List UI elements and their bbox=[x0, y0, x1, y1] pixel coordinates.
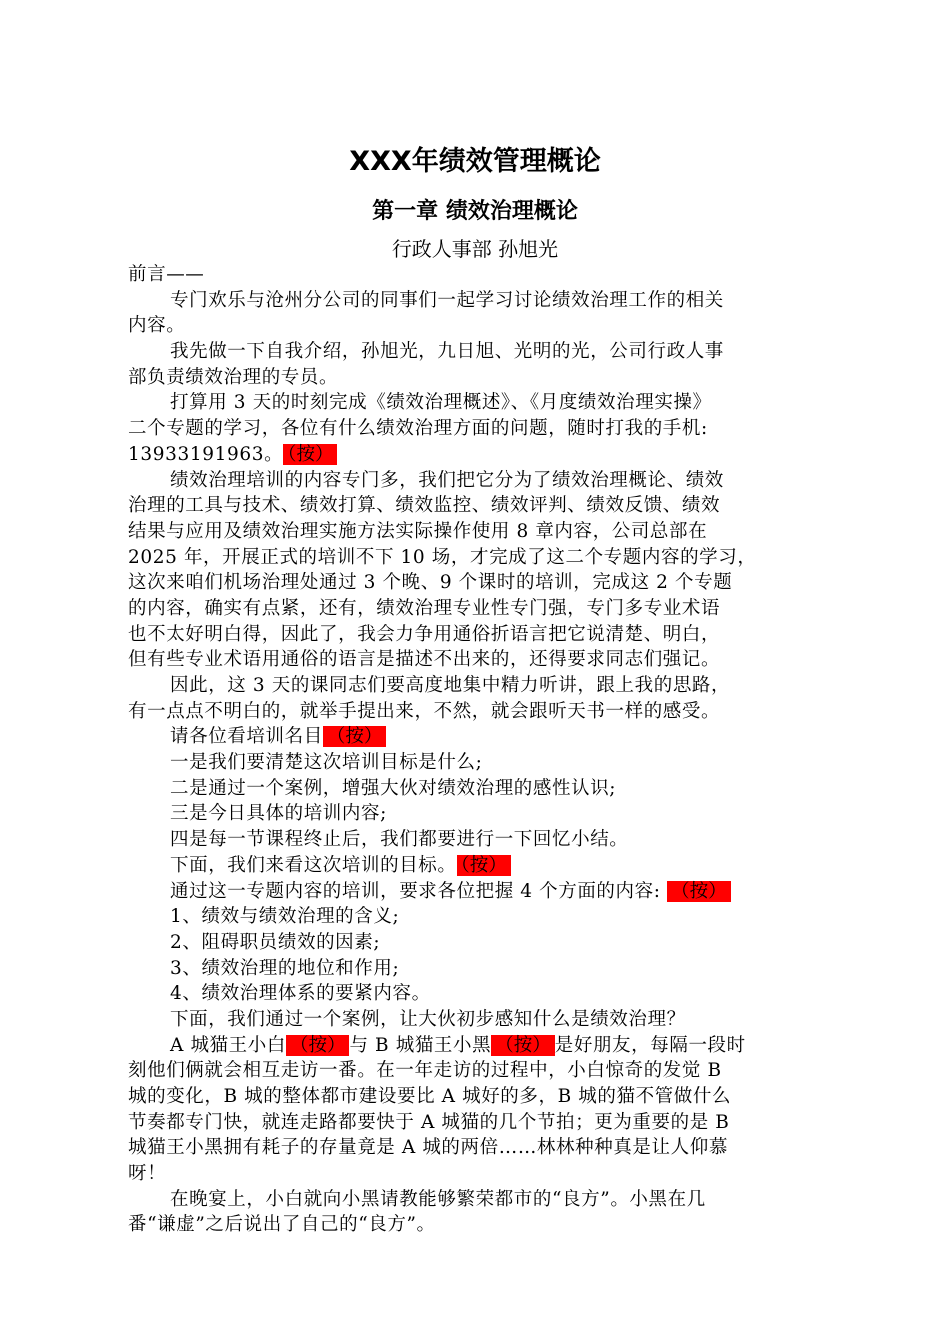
paragraph-line: 呀！ bbox=[128, 1163, 167, 1185]
line-text: A 城猫王小白 bbox=[170, 1034, 286, 1056]
paragraph-line: 番“谦虚”之后说出了自己的“良方”。 bbox=[128, 1214, 436, 1236]
paragraph-line: 节奏都专门快，就连走路都要快于 A 城猫的几个节拍；更为重要的是 B bbox=[128, 1111, 730, 1133]
paragraph-line bbox=[128, 1033, 828, 1059]
paragraph-line: 也不太好明白得，因此了，我会力争用通俗折语言把它说清楚、明白， bbox=[128, 623, 721, 645]
paragraph-line: 我先做一下自我介绍，孙旭光，九日旭、光明的光，公司行政人事 bbox=[170, 341, 724, 363]
press-marker: （按） bbox=[457, 855, 511, 876]
phone-number-text: 13933191963。 bbox=[128, 443, 284, 465]
line-text: 下面，我们来看这次培训的目标。 bbox=[170, 854, 457, 876]
preface-label: 前言—— bbox=[128, 264, 205, 285]
paragraph-line: 但有些专业术语用通俗的语言是描述不出来的，还得要求同志们强记。 bbox=[128, 649, 721, 671]
line-text: 与 B 城猫王小黑 bbox=[349, 1034, 492, 1056]
line-text: 是好朋友，每隔一段时 bbox=[554, 1034, 746, 1056]
paragraph-line bbox=[128, 442, 828, 468]
paragraph-line bbox=[128, 879, 828, 905]
paragraph-line: 部负责绩效治理的专员。 bbox=[128, 366, 339, 388]
paragraph-line: 二个专题的学习，各位有什么绩效治理方面的问题，随时打我的手机: bbox=[128, 418, 708, 440]
paragraph-line: 有一点点不明白的，就举手提出来，不然，就会跟听天书一样的感受。 bbox=[128, 700, 721, 722]
paragraph-line: 绩效治理培训的内容专门多，我们把它分为了绩效治理概论、绩效 bbox=[170, 469, 724, 491]
list-item: 2、阻碍职员绩效的因素; bbox=[170, 931, 381, 953]
paragraph-line: 2025 年，开展正式的培训不下 10 场，才完成了这二个专题内容的学习， bbox=[128, 546, 757, 568]
author-line: 行政人事部 孙旭光 bbox=[391, 237, 559, 261]
line-text: 请各位看培训名目 bbox=[170, 726, 323, 748]
press-marker: （按） bbox=[283, 444, 337, 465]
paragraph-line: 结果与应用及绩效治理实施方法实际操作使用 8 章内容，公司总部在 bbox=[128, 520, 708, 542]
chapter-heading: 第一章 绩效治理概论 bbox=[372, 199, 578, 224]
paragraph-line: 下面，我们通过一个案例，让大伙初步感知什么是绩效治理？ bbox=[170, 1008, 686, 1030]
list-item: 四是每一节课程终止后，我们都要进行一下回忆小结。 bbox=[170, 829, 629, 851]
press-marker: （按） bbox=[286, 1035, 350, 1056]
list-item: 3、绩效治理的地位和作用; bbox=[170, 957, 400, 979]
list-item: 一是我们要清楚这次培训目标是什么; bbox=[170, 752, 483, 774]
list-item: 1、绩效与绩效治理的含义; bbox=[170, 906, 400, 928]
paragraph-line: 打算用 3 天的时刻完成《绩效治理概述》、《月度绩效治理实操》 bbox=[170, 392, 712, 414]
paragraph-line: 这次来咱们机场治理处通过 3 个晚、9 个课时的培训，完成这 2 个专题 bbox=[128, 572, 733, 594]
list-item: 二是通过一个案例，增强大伙对绩效治理的感性认识; bbox=[170, 777, 617, 799]
paragraph-line bbox=[128, 724, 828, 750]
paragraph-line: 在晚宴上，小白就向小黑请教能够繁荣都市的“良方”。小黑在几 bbox=[170, 1188, 706, 1210]
paragraph-line: 治理的工具与技术、绩效打算、绩效监控、绩效评判、绩效反馈、绩效 bbox=[128, 495, 721, 517]
paragraph-line: 因此，这 3 天的课同志们要高度地集中精力听讲，跟上我的思路， bbox=[170, 675, 731, 696]
press-marker: （按） bbox=[491, 1035, 555, 1056]
paragraph-line: 的内容，确实有点紧，还有，绩效治理专业性专门强，专门多专业术语 bbox=[128, 597, 721, 619]
paragraph-line: 城的变化，B 城的整体都市建设要比 A 城好的多，B 城的猫不管做什么 bbox=[128, 1086, 732, 1107]
list-item: 三是今日具体的培训内容; bbox=[170, 803, 387, 825]
press-marker: （按） bbox=[667, 881, 731, 902]
press-marker: （按） bbox=[323, 726, 387, 747]
paragraph-line: 内容。 bbox=[128, 315, 186, 337]
paragraph-line bbox=[128, 853, 828, 879]
paragraph-line: 城猫王小黑拥有耗子的存量竟是 A 城的两倍……林林种种真是让人仰慕 bbox=[128, 1137, 728, 1159]
paragraph-line: 刻他们俩就会相互走访一番。在一年走访的过程中，小白惊奇的发觉 B bbox=[128, 1060, 722, 1082]
list-item: 4、绩效治理体系的要紧内容。 bbox=[170, 983, 431, 1005]
line-text: 通过这一专题内容的培训，要求各位把握 4 个方面的内容: bbox=[170, 880, 661, 902]
document-title: XXX年绩效管理概论 bbox=[349, 146, 601, 177]
document-body bbox=[128, 262, 828, 1238]
paragraph-line: 专门欢乐与沧州分公司的同事们一起学习讨论绩效治理工作的相关 bbox=[170, 289, 724, 311]
